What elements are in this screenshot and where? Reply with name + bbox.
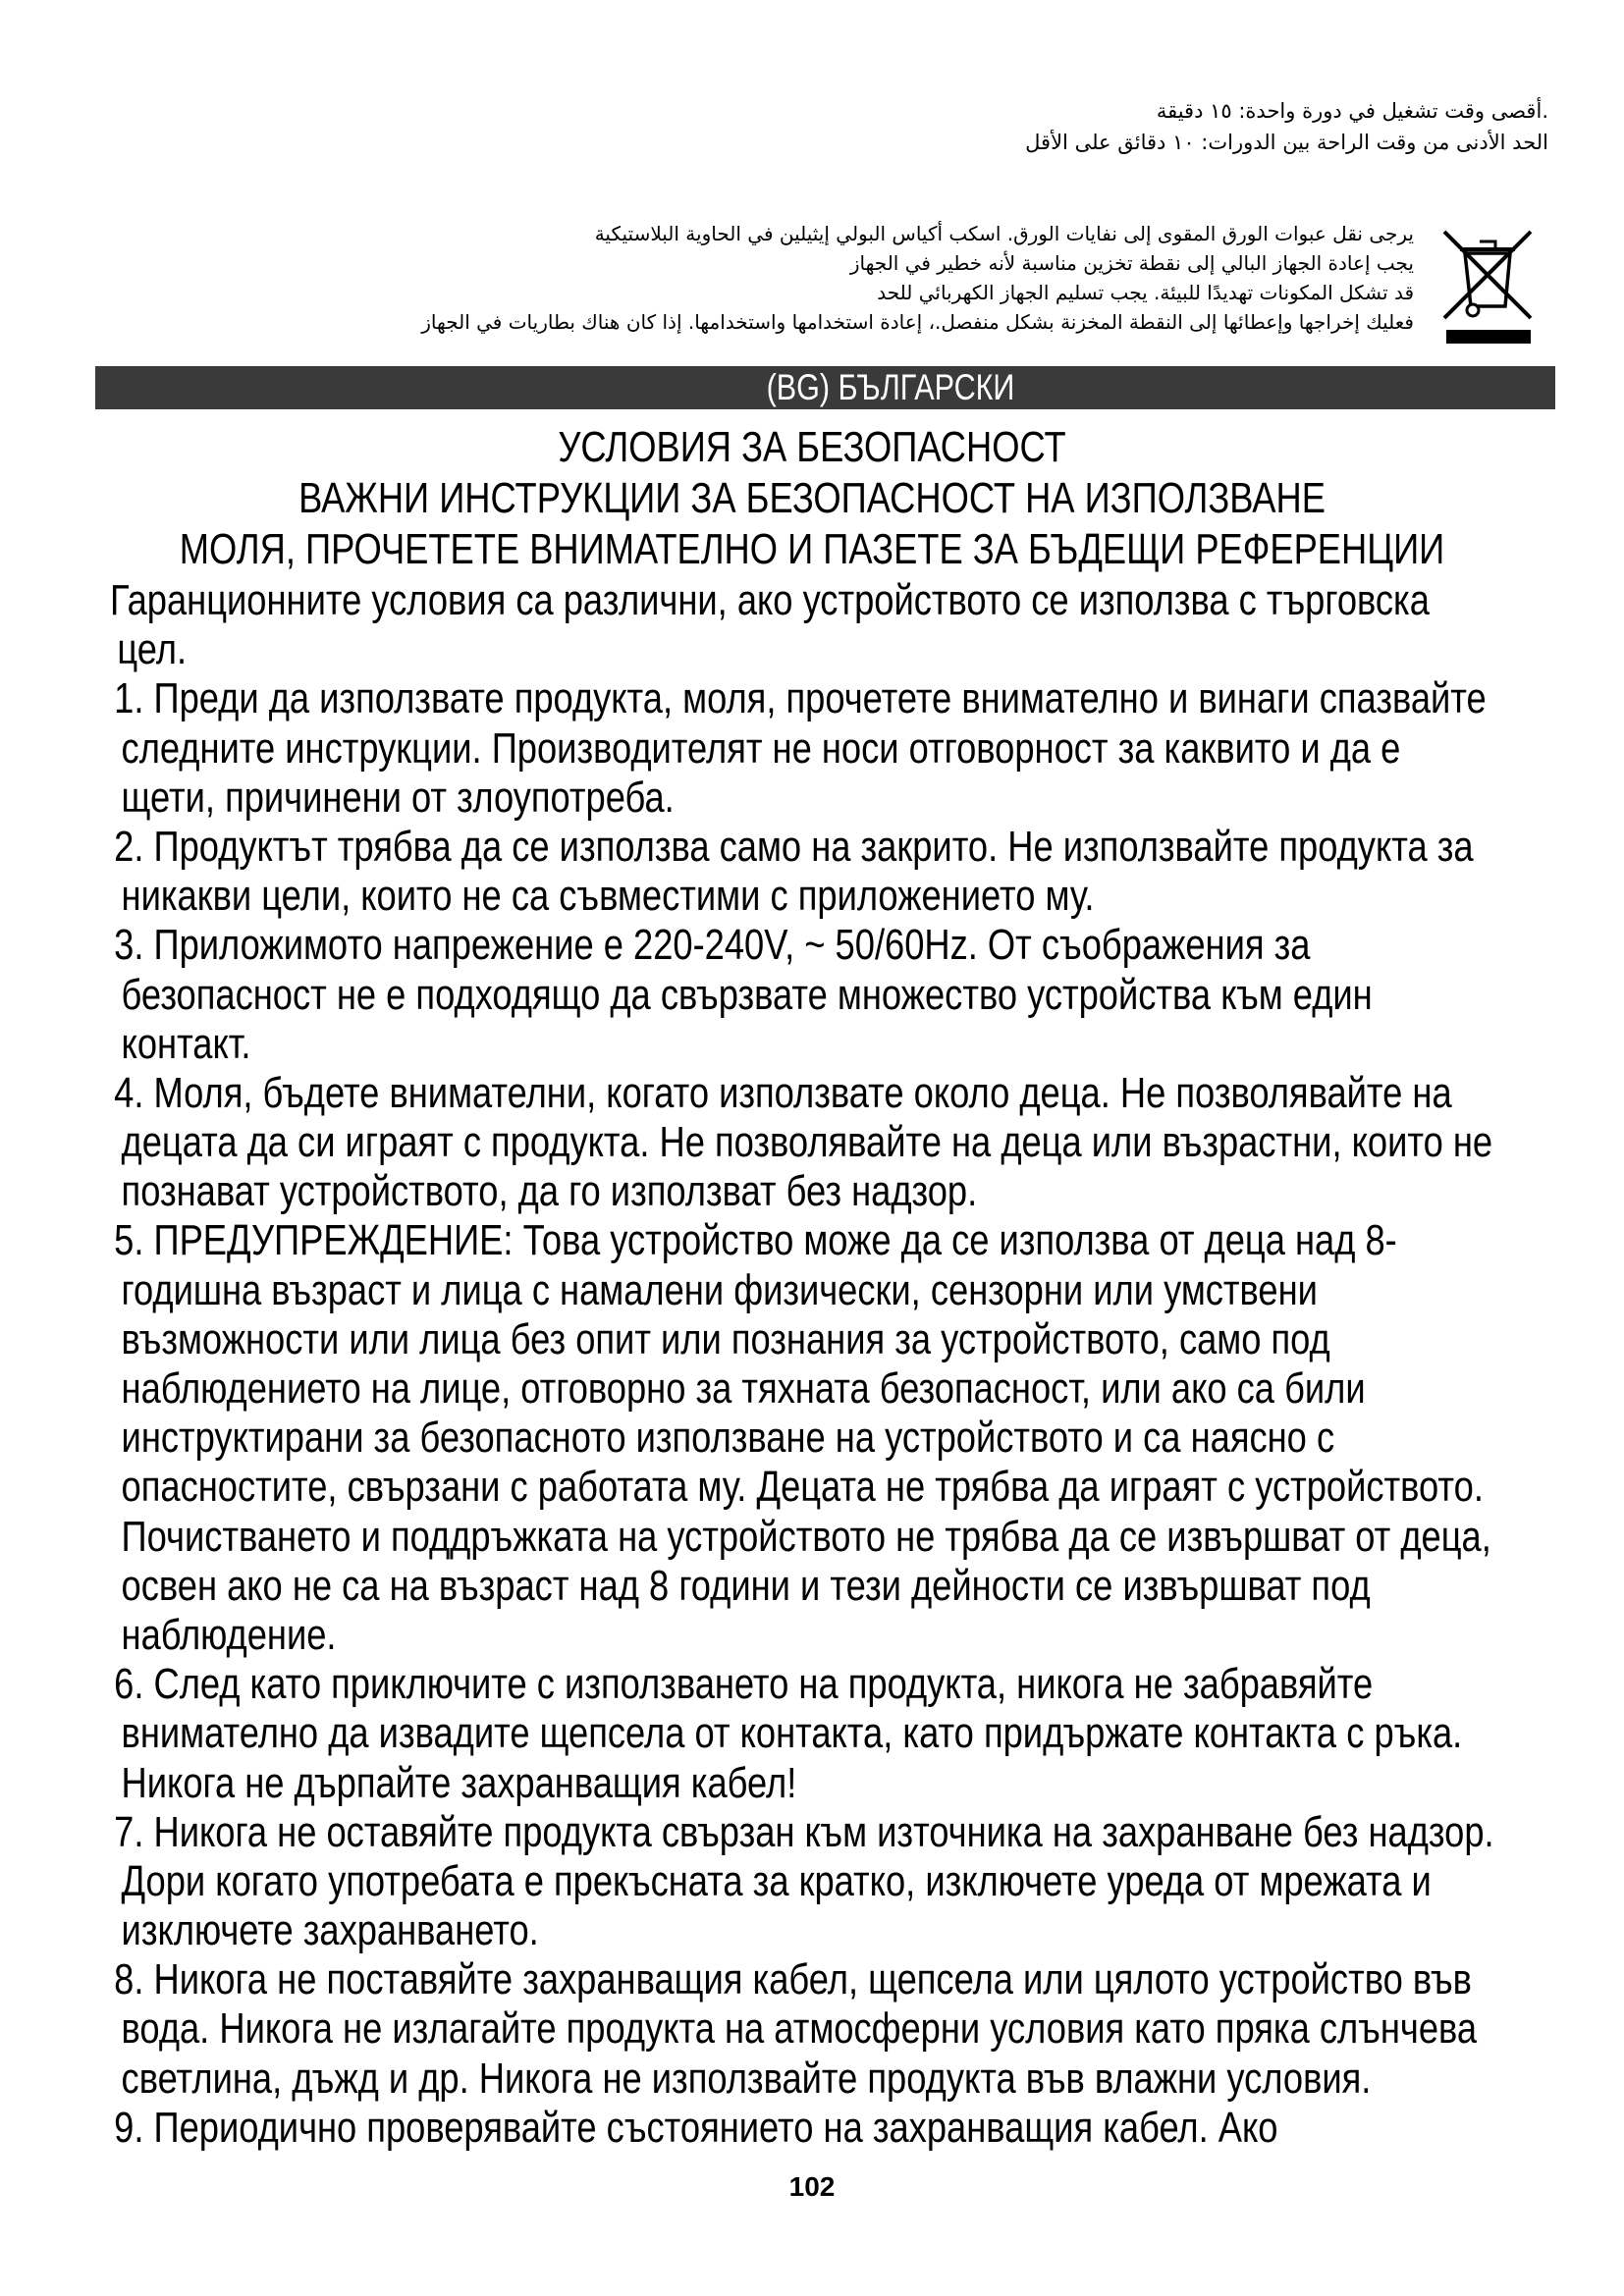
arabic-max-operation-time: أقصى وقت تشغيل في دورة واحدة: ١٥ دقيقة.: [1156, 99, 1548, 123]
instruction-6-line: внимателно да извадите щепсела от контакта, като придържате контакта с ръка.: [121, 1709, 1463, 1758]
instruction-3-line: 3. Приложимото напрежение е 220-240V, ~ 50/60Hz. От съображения за: [114, 921, 1311, 970]
instruction-5-line: наблюдението на лице, отговорно за тяхната безопасност, или ако са били: [121, 1364, 1366, 1413]
instruction-6-line: 6. След като приключите с използването на продукта, никога не забравяйте: [114, 1660, 1374, 1709]
instruction-1-line: 1. Преди да използвате продукта, моля, прочетете внимателно и винаги спазвайте: [114, 674, 1487, 723]
instruction-7-line: 7. Никога не оставяйте продукта свързан към източника на захранване без надзор.: [114, 1807, 1494, 1856]
disposal-line: يرجى نقل عبوات الورق المقوى إلى نفايات الورق. اسكب أكياس البولي إيثيلين في الحاوية البلاستيكية: [594, 222, 1414, 245]
instruction-5-line: инструктирани за безопасното използване на устройството и са наясно с: [121, 1414, 1335, 1463]
instruction-3-line: контакт.: [121, 1019, 251, 1068]
safety-headings: [0, 422, 1624, 575]
instruction-8-line: светлина, дъжд и др. Никога не използвайте продукта във влажни условия.: [121, 2054, 1372, 2103]
instruction-4-line: 4. Моля, бъдете внимателни, когато използвате около деца. Не позволявайте на: [114, 1068, 1452, 1117]
instruction-4-line: децата да си играят с продукта. Не позволявайте на деца или възрастни, които не: [121, 1118, 1493, 1167]
instruction-5-line: възможности или лица без опит или познания за устройството, само под: [121, 1314, 1330, 1363]
instruction-5-line: Почистването и поддръжката на устройството не трябва да се извършват от деца,: [121, 1512, 1491, 1561]
instruction-2-line: 2. Продуктът трябва да се използва само на закрито. Не използвайте продукта за: [114, 822, 1474, 871]
page-number: 102: [788, 2171, 836, 2202]
instruction-5-line: наблюдение.: [121, 1610, 337, 1659]
instruction-2-line: никакви цели, които не са съвместими с приложението му.: [121, 872, 1095, 921]
disposal-line: قد تشكل المكونات تهديدًا للبيئة. يجب تسليم الجهاز الكهربائي للحد: [877, 281, 1414, 304]
heading-read-carefully: МОЛЯ, ПРОЧЕТЕТЕ ВНИМАТЕЛНО И ПАЗЕТЕ ЗА БЪДЕЩИ РЕФЕРЕНЦИИ: [179, 525, 1445, 573]
language-section-label: (BG) БЪЛГАРСКИ: [766, 367, 1015, 407]
language-section-bar: [95, 366, 1555, 409]
instruction-6-line: Никога не дърпайте захранващия кабел!: [121, 1758, 797, 1807]
arabic-operation-notes: [1025, 95, 1548, 158]
instruction-9-line: 9. Периодично проверявайте състоянието на захранващия кабел. Ако: [114, 2103, 1278, 2152]
instruction-5-line: годишна възраст и лица с намалени физически, сензорни или умствени: [121, 1265, 1318, 1314]
intro-line: Гаранционните условия са различни, ако устройството се използва с търговска: [110, 576, 1430, 624]
arabic-min-rest-time: الحد الأدنى من وقت الراحة بين الدورات: ١٠ دقائق على الأقل: [1025, 131, 1548, 154]
weee-underline-bar: [1446, 330, 1531, 344]
instruction-8-line: вода. Никога не излагайте продукта на атмосферни условия като пряка слънчева: [121, 2004, 1478, 2054]
instruction-5-line: опасностите, свързани с работата му. Децата не трябва да играят с устройството.: [121, 1463, 1484, 1512]
instruction-5-line: освен ако не са на възраст над 8 години и тези дейности се извършват под: [121, 1561, 1371, 1610]
instruction-7-line: изключете захранването.: [121, 1906, 539, 1955]
disposal-line: يجب إعادة الجهاز البالي إلى نقطة تخزين مناسبة لأنه خطير في الجهاز: [849, 251, 1414, 275]
arabic-disposal-notes: [421, 219, 1414, 337]
instruction-5-line: 5. ПРЕДУПРЕЖДЕНИЕ: Това устройство може да се използва от деца над 8-: [114, 1216, 1397, 1265]
heading-safety-conditions: УСЛОВИЯ ЗА БЕЗОПАСНОСТ: [558, 423, 1066, 471]
crossed-out-wheelie-bin-icon: [1440, 224, 1537, 347]
heading-important-instructions: ВАЖНИ ИНСТРУКЦИИ ЗА БЕЗОПАСНОСТ НА ИЗПОЛЗВАНЕ: [298, 474, 1326, 522]
intro-line: цел.: [117, 625, 188, 674]
safety-instructions-body: [110, 576, 1524, 2153]
disposal-line: فعليك إخراجها وإعطائها إلى النقطة المخزنة بشكل منفصل.، إعادة استخدامها واستخدامها. إذا كان هناك بطاريات في الجهاز: [421, 310, 1414, 334]
instruction-3-line: безопасност не е подходящо да свързвате множество устройства към един: [121, 970, 1373, 1019]
instruction-1-line: щети, причинени от злоупотреба.: [121, 773, 675, 822]
instruction-8-line: 8. Никога не поставяйте захранващия кабел, щепсела или цялото устройство във: [114, 1955, 1472, 2004]
instruction-7-line: Дори когато употребата е прекъсната за кратко, изключете уреда от мрежата и: [121, 1856, 1432, 1905]
instruction-1-line: следните инструкции. Производителят не носи отговорност за каквито и да е: [121, 723, 1401, 773]
instruction-4-line: познават устройството, да го използват без надзор.: [121, 1167, 978, 1216]
